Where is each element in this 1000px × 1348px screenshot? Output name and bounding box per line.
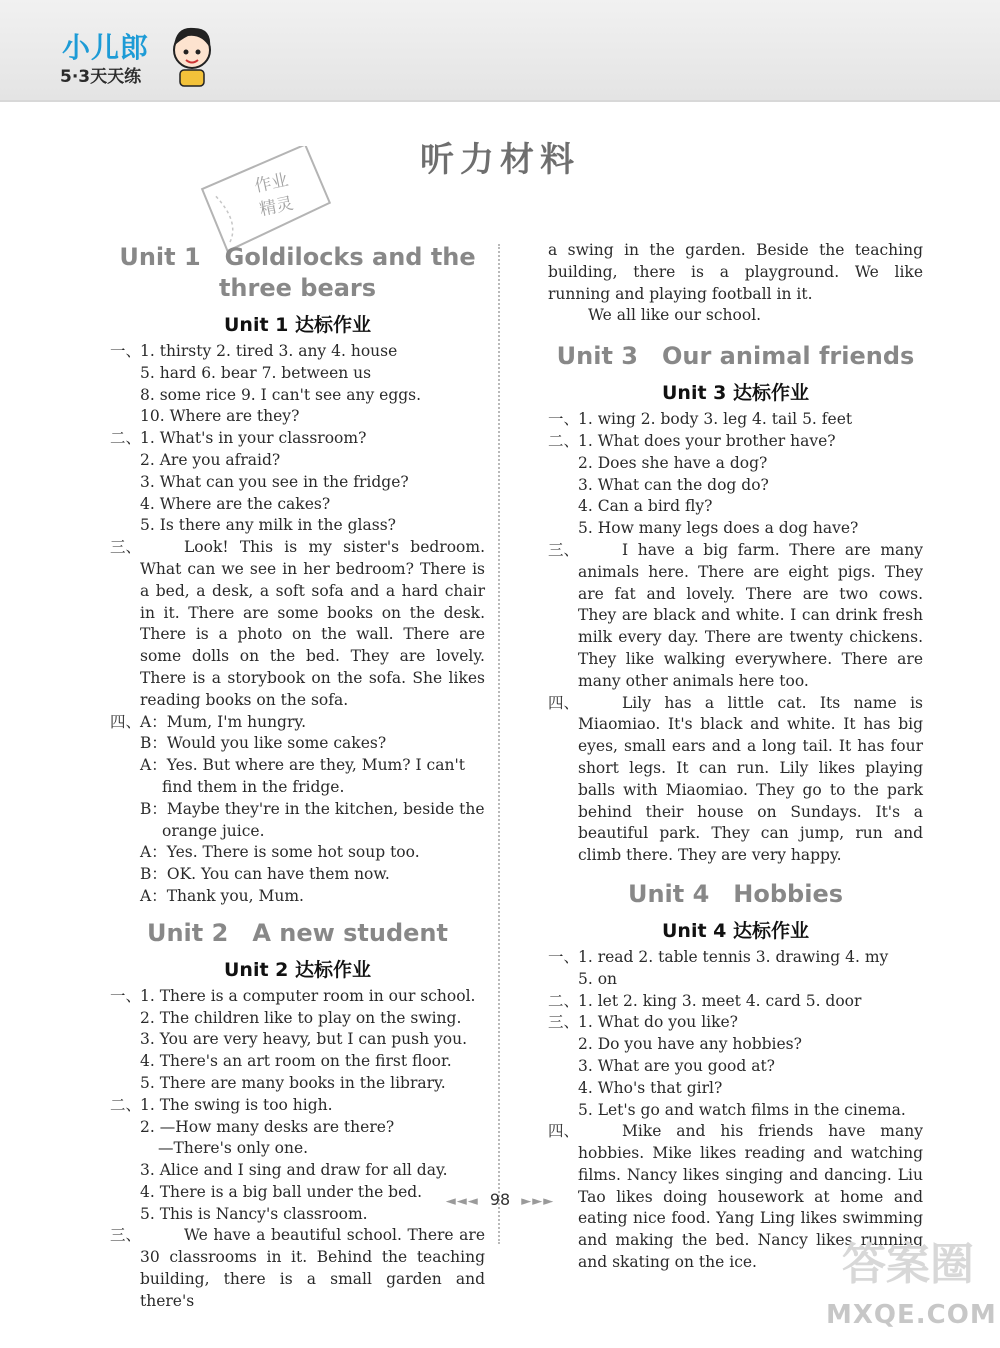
unit2-heading <box>110 918 485 949</box>
unit1-section3 <box>110 537 485 711</box>
section-mark: 一、 <box>548 947 580 966</box>
unit3-section2 <box>548 431 923 540</box>
list-item: 5. Let's go and watch films in the cinema. <box>578 1100 906 1119</box>
boy-mascot-icon <box>162 20 222 90</box>
page-footer <box>0 1190 1000 1209</box>
prev-arrows-icon: ◄◄◄ <box>445 1194 479 1209</box>
list-item: 4. There's an art room on the first floor. <box>140 1052 452 1071</box>
section-mark: 一、 <box>110 342 142 360</box>
list-item: 5. There are many books in the library. <box>140 1073 446 1092</box>
list-item: 1. What does your brother have? <box>578 431 836 450</box>
passage-last-line: We all like our school. <box>588 306 762 325</box>
unit3-subheading: Unit 3 达标作业 <box>662 382 809 405</box>
unit3-number: Unit 3 <box>556 342 638 371</box>
list-item: 3. What can the dog do? <box>578 475 769 494</box>
unit1-number: Unit 1 <box>119 243 201 271</box>
dialog-line: A：Yes. But where are they, Mum? I can't <box>140 756 465 775</box>
list-item: 4. Can a bird fly? <box>578 497 713 516</box>
list-item: 2. Do you have any hobbies? <box>578 1035 802 1054</box>
list-item: 5. on <box>578 969 618 988</box>
passage-text: Mike and his friends have many hobbies. Mike likes reading and watching films. Nancy likes singing and dancing. Liu Tao likes doing housework at home and eating nice food. Yang Ling likes swimming and making the bed. Nancy likes running and skating on the ice. <box>578 1122 923 1272</box>
passage-continued: a swing in the garden. Beside the teaching building, there is a playground. We like running and playing football in it. <box>548 241 923 303</box>
section-mark: 四、 <box>110 712 142 731</box>
unit3-heading <box>548 341 923 372</box>
dialog-line: B：OK. You can have them now. <box>140 865 390 884</box>
unit4-section2 <box>548 991 923 1013</box>
unit4-section1 <box>548 947 923 991</box>
section-mark: 三、 <box>110 1226 142 1245</box>
unit3-section3 <box>548 540 923 693</box>
left-column <box>110 238 485 1313</box>
section-mark: 四、 <box>548 1122 580 1141</box>
list-item: 5. Is there any milk in the glass? <box>140 516 396 535</box>
brand-subtitle: 5·3天天练 <box>60 67 142 87</box>
unit3-title: Our animal friends <box>662 342 915 371</box>
unit1-title: Goldilocks and the <box>224 243 476 271</box>
list-item: 1. let 2. king 3. meet 4. card 5. door <box>578 991 862 1010</box>
list-item: —There's only one. <box>158 1139 309 1158</box>
dialog-line: A：Mum, I'm hungry. <box>140 712 307 731</box>
page-number: 98 <box>489 1190 511 1209</box>
list-item: 5. How many legs does a dog have? <box>578 519 859 538</box>
list-item: 5. This is Nancy's classroom. <box>140 1204 368 1223</box>
list-item: 4. Who's that girl? <box>578 1078 723 1097</box>
list-item: 10. Where are they? <box>140 407 300 426</box>
unit2-section1 <box>110 986 485 1095</box>
section-mark: 二、 <box>110 429 142 448</box>
right-column <box>548 240 923 1274</box>
list-item: 2. Does she have a dog? <box>578 453 768 472</box>
list-item: 2. The children like to play on the swing. <box>140 1008 462 1027</box>
list-item: 1. What do you like? <box>578 1013 738 1032</box>
passage-text: Lily has a little cat. Its name is Miaomiao. It's black and white. It has big eyes, small ears and a long tail. It has four short legs. It can run. Lily likes playing balls with Miaomiao. They go to the park behind their house on Sundays. It's a beautiful park. They can jump, run and climb there. They are very happy. <box>578 693 923 865</box>
unit1-section2 <box>110 428 485 537</box>
dialog-line: B：Would you like some cakes? <box>140 734 387 753</box>
list-item: 3. You are very heavy, but I can push you. <box>140 1030 468 1049</box>
unit1-title-cont: three bears <box>218 274 377 302</box>
next-arrows-icon: ►►► <box>521 1194 555 1209</box>
unit1-subheading: Unit 1 达标作业 <box>224 314 371 336</box>
dialog-line: find them in the fridge. <box>162 777 345 796</box>
section-mark: 三、 <box>110 538 142 557</box>
passage-text: We have a beautiful school. There are 30 classrooms in it. Behind the teaching building, there is a small garden and there's <box>140 1226 485 1310</box>
passage-text: I have a big farm. There are many animals here. There are eight pigs. They are fat and lovely. There are two cows. They are black and white. I can drink fresh milk every day. There are twenty chickens. They like walking everywhere. There are many other animals here too. <box>578 540 923 690</box>
list-item: 4. There is a big ball under the bed. <box>140 1182 423 1201</box>
dialog-line: B：Maybe they're in the kitchen, beside the <box>140 799 485 818</box>
list-item: 5. hard 6. bear 7. between us <box>140 363 372 382</box>
column-divider <box>498 244 500 1244</box>
brand-logo: 小儿郎 <box>62 31 150 64</box>
unit2-section3 <box>110 1225 485 1312</box>
list-item: 1. thirsty 2. tired 3. any 4. house <box>140 342 398 360</box>
passage-text: Look! This is my sister's bedroom. What can we see in her bedroom? There is a bed, a desk, a soft sofa and a hard chair in it. There are some books on the desk. There is a photo on the wall. There are some dolls on the bed. They are lovely. There is a storybook on the sofa. She likes reading books on the sofa. <box>140 538 485 709</box>
unit1-heading <box>110 242 485 304</box>
header-bar <box>0 0 1000 102</box>
list-item: 3. What can you see in the fridge? <box>140 472 409 491</box>
section-mark: 三、 <box>548 1013 580 1032</box>
dialog-line: A：Yes. There is some hot soup too. <box>140 843 420 862</box>
section-mark: 二、 <box>548 431 580 450</box>
unit3-section4 <box>548 693 923 867</box>
watermark-logo: 答案圈 <box>842 1239 974 1290</box>
section-mark: 一、 <box>110 986 142 1005</box>
stamp-line1: 作业 <box>252 170 291 197</box>
section-mark: 三、 <box>548 540 580 559</box>
list-item: 4. Where are the cakes? <box>140 494 331 513</box>
list-item: 3. What are you good at? <box>578 1056 775 1075</box>
unit4-section3 <box>548 1012 923 1121</box>
unit1-section4 <box>110 712 485 908</box>
watermark-site: MXQE.COM <box>826 1300 997 1330</box>
dialog-line: orange juice. <box>162 821 265 840</box>
unit4-number: Unit 4 <box>627 879 710 908</box>
unit1-section1 <box>110 341 485 428</box>
unit2-title: A new student <box>252 918 448 947</box>
list-item: 1. The swing is too high. <box>140 1095 333 1114</box>
section-mark: 二、 <box>110 1095 142 1114</box>
unit4-heading <box>548 879 923 910</box>
page-title: 听力材料 <box>420 140 580 180</box>
list-item: 8. some rice 9. I can't see any eggs. <box>140 385 422 404</box>
list-item: 2. —How many desks are there? <box>140 1117 395 1136</box>
unit4-subheading: Unit 4 达标作业 <box>662 919 809 942</box>
stamp-line2: 精灵 <box>257 193 296 221</box>
list-item: 1. What's in your classroom? <box>140 429 367 448</box>
unit3-section1 <box>548 409 923 431</box>
list-item: 1. wing 2. body 3. leg 4. tail 5. feet <box>578 410 853 429</box>
section-mark: 一、 <box>548 410 580 429</box>
unit2-number: Unit 2 <box>146 918 229 947</box>
dialog-line: A：Thank you, Mum. <box>140 886 304 905</box>
list-item: 3. Alice and I sing and draw for all day. <box>140 1161 448 1180</box>
list-item: 1. There is a computer room in our school. <box>140 986 476 1005</box>
unit4-title: Hobbies <box>733 879 844 908</box>
list-item: 1. read 2. table tennis 3. drawing 4. my <box>578 947 889 966</box>
list-item: 2. Are you afraid? <box>140 450 281 469</box>
section-mark: 二、 <box>548 991 580 1010</box>
unit2-subheading: Unit 2 达标作业 <box>224 958 371 981</box>
section-mark: 四、 <box>548 693 580 712</box>
